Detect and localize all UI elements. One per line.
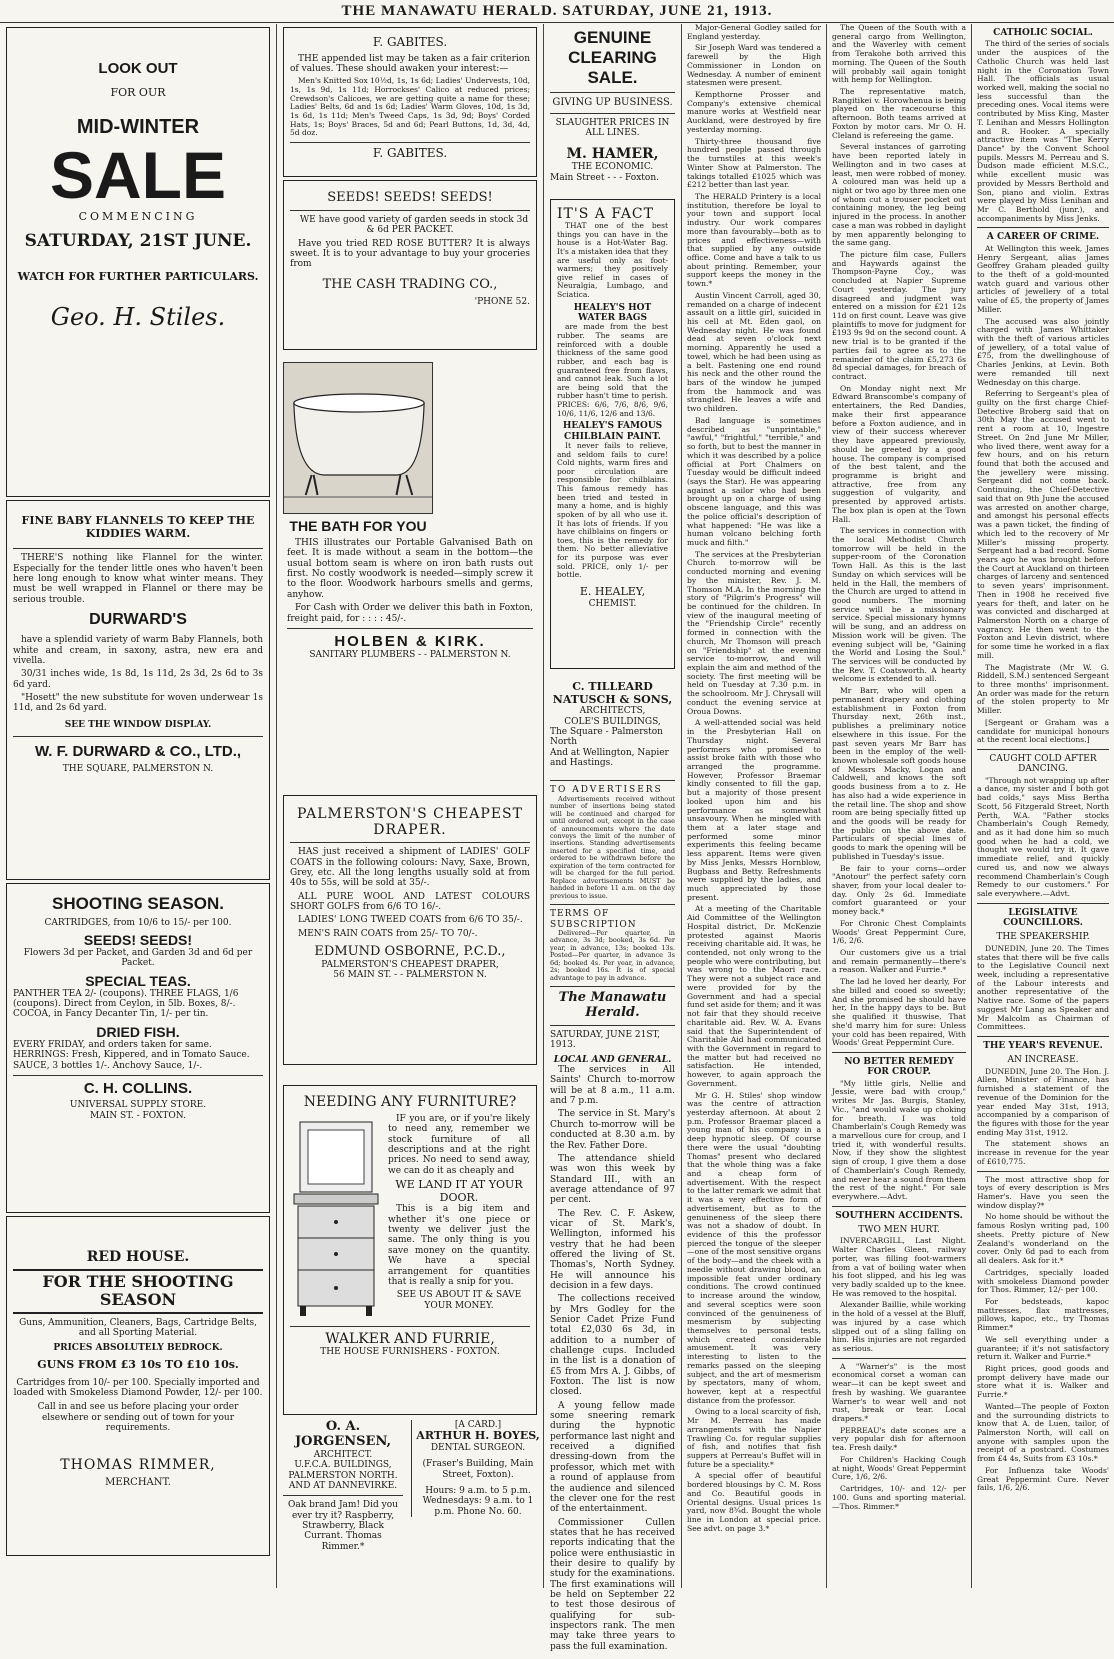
leg-sub: THE SPEAKERSHIP. bbox=[996, 932, 1090, 943]
editorial-date: SATURDAY, JUNE 21ST, 1913. bbox=[550, 1030, 661, 1051]
ad-para: Cartridges, specially loaded with smokeless Diamond powder for Thos. Rimmer, 12/- per 100. bbox=[977, 1267, 1109, 1295]
news-para: Major-General Godley sailed for England yesterday. bbox=[687, 23, 821, 41]
collins-address: MAIN ST. - FOXTON. bbox=[90, 1110, 186, 1121]
tilleard-also: And at Wellington, Napier and Hastings. bbox=[550, 747, 669, 768]
collins-teas-body: PANTHER TEA 2/- (coupons). THREE FLAGS, 1/6 (coupons). Direct from Ceylon, in 5lb. Boxes, 8/-. COCOA, in Fancy Decanter Tin, 1/- per tin. bbox=[13, 988, 239, 1020]
healey-name: E. HEALEY, bbox=[579, 584, 646, 598]
crime-head: A CAREER OF CRIME. bbox=[986, 232, 1100, 243]
ad-para: Right prices, good goods and prompt delivery have made our store what it is. Walker and Furrie.* bbox=[977, 1363, 1109, 1400]
editorial-para: A young fellow made some sneering remark during the hypnotic performance last night and received a dignified dressing-down from the professor, which met with a round of applause from the audience and silenced the clever one for the rest of the entertainment. bbox=[550, 1400, 675, 1515]
column-rule bbox=[826, 24, 827, 1588]
accidents-sub: TWO MEN HURT. bbox=[858, 1225, 940, 1236]
ad-para: For Children's Hacking Cough at night, Woods' Great Peppermint Cure, 1/6, 2/6. bbox=[832, 1454, 966, 1482]
sub-title: TERMS OF SUBSCRIPTION bbox=[550, 909, 637, 930]
healey-body2: are made from the best rubber. The seams are reinforced with a double thickness of the same good rubber, and each bag is guaranteed free from flaws, and cannot leak. Such a lot are being sold that the rubber hasn't time to perish. PRICES: 6/6, 7/6, 8/6, 9/6, 10/6, 11/6, 12/6 and 13/6. bbox=[557, 322, 668, 418]
masthead: THE MANAWATU HERALD. SATURDAY, JUNE 21, 1913. bbox=[0, 0, 1114, 23]
healey-ad bbox=[550, 199, 675, 669]
furniture-headline: NEEDING ANY FURNITURE? bbox=[303, 1094, 517, 1110]
editorial-para: The attendance shield was won this week by Standard III., with an average attendance of 97 per cent. bbox=[550, 1153, 675, 1206]
social-head: CATHOLIC SOCIAL. bbox=[993, 28, 1093, 38]
rev-head: THE YEAR'S REVENUE. bbox=[983, 1041, 1103, 1051]
durward-ad bbox=[6, 500, 270, 880]
bath-firm: HOLBEN & KIRK. bbox=[334, 632, 486, 650]
tilleard-address: The Square - Palmerston North bbox=[550, 726, 663, 748]
healey-h2: HEALEY'S HOT WATER BAGS bbox=[573, 302, 652, 324]
ad-para: A "Warner's" is the most economical corset a woman can wear—it can be kept sweet and fresh by washing. We guarantee Warner's to wear well and not rust, break or tear. Local drapers.* bbox=[832, 1361, 966, 1424]
cash-trading-butter: Have you tried RED ROSE BUTTER? It is always sweet. It is to your advantage to buy your groceries from bbox=[290, 238, 530, 270]
editorial-para: Commissioner Cullen states that he has received reports indicating that the police were enthusiastic in their desire to qualify by study for the examinations. The first examinations will be held on September 22 to test those desirous of qualifying for sub-inspectors rank. The men may take three years to pass the full examination. bbox=[550, 1517, 675, 1652]
furniture-see: SEE US ABOUT IT & SAVE YOUR MONEY. bbox=[396, 1290, 522, 1311]
bath-body: THIS illustrates our Portable Galvanised Bath on feet. It is made without a seam in the bottom—the usual bottom seam is where on iron bath rusts out first. No costly woodwork is needed—simply screw it to the floor. Woodwork harbours smells and germs, anyhow. bbox=[287, 538, 533, 600]
red-house-ad bbox=[6, 1216, 270, 1556]
healey-headline: IT'S A FACT bbox=[557, 205, 654, 222]
rev-sub: AN INCREASE. bbox=[1007, 1055, 1079, 1066]
durward-see: SEE THE WINDOW DISPLAY. bbox=[64, 719, 212, 730]
bath-section bbox=[279, 358, 541, 732]
bathtub-icon bbox=[284, 363, 432, 513]
gabites-ad bbox=[283, 27, 537, 177]
crime-para: At Wellington this week, James Henry Sergeant, alias James Geoffrey Graham pleaded guilty to the theft of a gold-mounted watch guard and various other articles of jewellery of a total value of £5, the property of James Miller. bbox=[977, 243, 1109, 314]
boyes-ad bbox=[411, 1420, 540, 1517]
healey-body1: THAT one of the best things you can have in the house is a Hot-Water Bag. It's a mistaken idea that they are useful only as foot-warmers; they positively give relief in cases of Neuralgia, Lumbago, and Sciatica. bbox=[557, 221, 668, 300]
news-para: Sir Joseph Ward was tendered a farewell by the High Commissioner in London on Wednesday. A number of eminent statesmen were present. bbox=[687, 43, 821, 88]
mid-winter-text: MID-WINTER bbox=[76, 115, 200, 138]
news-para: The services at the Presbyterian Church to-morrow will be conducted morning and evening by the minister, Rev. J. M. Thomson M.A. In the morning the story of "Pilgrim's Progress" will be continued for the children. In view of the inaugural meeting of the "Friendship Circle" recently formed in connection with the church, Mr Thomson will preach on "Friendship" at the evening service to-morrow, and will explain the aim and method of the society. The first meeting will be held on Tuesday at 7.30 p.m. in the schoolroom. Mr J. Chrysall will conduct the evening service at Oroua Downs. bbox=[687, 549, 821, 716]
collins-headline: SHOOTING SEASON. bbox=[52, 894, 224, 913]
news-para: The lad he loved her dearly, For she billed and cooed so sweetly; And she promised he should have her, In the happy days to be. But she qualified it thuswise, That she'd marry him for sure: Unless your cold has been repaired, With Woods' Great Peppermint Cure. bbox=[832, 977, 966, 1048]
rev-para: DUNEDIN, June 20. The Hon. J. Allen, Minister of Finance, has furnished a statement of the revenue of the Dominion for the year ended May 31st, 1913, accompanied by a comparison of the figures with those for the year ending May 31st, 1912. bbox=[977, 1066, 1109, 1137]
bath-price: For Cash with Order we deliver this bath in Foxton, freight paid, for : : : : 45/-. bbox=[287, 603, 533, 624]
boyes-hours: Hours: 9 a.m. to 5 p.m. Wednesdays: 9 a.m. to 1 p.m. Phone No. 60. bbox=[422, 1486, 534, 1517]
cash-trading-headline: SEEDS! SEEDS! SEEDS! bbox=[327, 190, 493, 205]
hamer-h2: GIVING UP BUSINESS. bbox=[552, 97, 673, 108]
collins-name: C. H. COLLINS. bbox=[83, 1079, 193, 1097]
durward-intro: THERE'S nothing like Flannel for the winter. Especially for the tender little ones who haven't been here long enough to know what winter means. They must be well wrapped in Flannel or there may be serious trouble. bbox=[13, 553, 263, 605]
column-1 bbox=[2, 24, 274, 1588]
jorgensen-role: ARCHITECT. bbox=[313, 1449, 373, 1460]
news-para: Owing to a local scarcity of fish, Mr M. Perreau has made arrangements with the Napier Trawling Co. for regular supplies of fish, and notifies that fish suppers at Perreau's Buffet will in future be a speciality.* bbox=[687, 1407, 821, 1469]
crime-para: [Sergeant or Graham was a candidate for municipal honours at the recent local elections.] bbox=[977, 717, 1109, 745]
column-5 bbox=[829, 24, 969, 1588]
leg-head: LEGISLATIVE COUNCILLORS. bbox=[1003, 907, 1083, 929]
ad-para: Cartridges, 10/- and 12/- per 100. Guns and sporting material.—Thos. Rimmer.* bbox=[832, 1484, 966, 1511]
news-para: On Monday night next Mr Edward Branscombe's company of entertainers, the Red Dandies, make their first appearance before a Foxton audience, and in view of their success wherever they have appeared previously, should be greeted by a good house. The company is comprised of the best talent, and the programme is bright and attractive, free from any suggestion of vulgarity, and presented by approved artists. The box plan is open at the Town Hall. bbox=[832, 383, 966, 524]
watch-text: WATCH FOR FURTHER PARTICULARS. bbox=[17, 270, 259, 284]
osborne-name: EDMUND OSBORNE, P.C.D., bbox=[314, 943, 506, 959]
furniture-illustration bbox=[290, 1118, 382, 1318]
news-para: At a meeting of the Charitable Aid Committee of the Wellington Hospital district, Dr. McKenzie protested against Maoris receiving charitable aid. It was, he contended, not only wrong to the people who were contributing, but was wrong to the Maori race. They were not a subject race and were provided for by the Government and had a special fund set aside for them; and it was not fair that they should receive charitable aid. Rev. W. A. Evans said that the Superintendent of Charitable Aid had communicated with the Government in regard to the matter but had received no satisfaction. He intended, however, to again approach the Government. bbox=[687, 904, 821, 1088]
red-house-guns: GUNS FROM £3 10s TO £10 10s. bbox=[37, 1357, 239, 1371]
collins-fish-head: DRIED FISH. bbox=[96, 1023, 180, 1040]
ad-para: The most attractive shop for toys of every description is Mrs Hamer's. Have you seen the window display?* bbox=[977, 1174, 1109, 1210]
column-rule bbox=[971, 24, 972, 1588]
commencing-text: COMMENCING bbox=[78, 209, 198, 223]
osborne-title: PALMERSTON'S CHEAPEST DRAPER, bbox=[321, 959, 499, 970]
healey-h3: HEALEY'S FAMOUS CHILBLAIN PAINT. bbox=[562, 421, 663, 442]
news-para: Mr G. H. Stiles' shop window was the centre of attraction yesterday afternoon. At about 2 p.m. Professor Braemar placed a young man of his company in a deep hypnotic sleep. Of course there were the usual "doubting Thomas" present who declared that the whole thing was a fake and a cheap form of advertisement. With the respect to the latter remark we admit that it was a very effective form of advertisement, but as to the genuineness of the sleep there was not a shadow of doubt. In evidence of this the professor pierced the tongue of the sleeper—one of the most sensitive organs of the body—and the cheek with a needle without drawing blood, an impossible feat under ordinary conditions. The crowd continued to increase around the window, and several sceptics were soon convinced of the genuineness of mesmerism by subjecting themselves to personal tests, which created considerable amusement. It was very interesting to listen to the remarks passed on the sleeping subject, and the art of mesmerism by spectators, many of whom, however, kept at a respectful distance from the professor. bbox=[687, 1090, 821, 1405]
boyes-card: [A CARD.] bbox=[454, 1420, 502, 1430]
dresser-icon bbox=[290, 1118, 382, 1318]
cold-head: CAUGHT COLD AFTER DANCING. bbox=[989, 754, 1097, 775]
cash-trading-ad bbox=[283, 180, 537, 350]
bath-ad bbox=[283, 362, 433, 534]
leg-body: DUNEDIN, June 20. The Times states that there will be five calls to the Legislative Council next week, including a representative of the Labour interests and another representative of the Native race. Some of the papers suggest Mr Lang as Speaker and Mr Malcolm as Chairman of Committees. bbox=[977, 943, 1109, 1032]
adv-title: TO ADVERTISERS bbox=[550, 785, 663, 796]
editorial-para: The Rev. C. F. Askew, vicar of St. Mark's, Wellington, informed his vestry that he had been offered the living of St. Thomas's, North Sydney. He will announce his decision in a few days. bbox=[550, 1208, 675, 1291]
news-para: Thirty-three thousand five hundred people passed through the turnstiles at this week's Winter Show at Palmerston. The takings totalled £1025 which was £212 better than last year. bbox=[687, 136, 821, 190]
ad-para: PERREAU's date scones are a very popular dish for afternoon tea. Fresh daily.* bbox=[832, 1425, 966, 1453]
column-6 bbox=[974, 24, 1112, 1588]
jorgensen-footer: Oak brand Jam! Did you ever try it? Raspberry, Strawberry, Black Currant. Thomas Rimmer.* bbox=[288, 1500, 398, 1552]
red-house-banner: FOR THE SHOOTING SEASON bbox=[13, 1269, 263, 1314]
accidents-head: SOUTHERN ACCIDENTS. bbox=[835, 1210, 963, 1221]
croup-head: NO BETTER REMEDY FOR CROUP. bbox=[844, 1056, 954, 1078]
collins-store: UNIVERSAL SUPPLY STORE. bbox=[69, 1100, 207, 1111]
jorgensen-ad bbox=[283, 1420, 403, 1552]
news-para: The services in connection with the local Methodist Church tomorrow will be held in the supper-room of the Coronation Town Hall. As this is the last Sunday on which services will be held in the Hall, the members of the Church are urged to attend in good numbers. The morning service will be a missionary service. Special missionary hymns will be sung, and an address on Mission work will be given. The evening subject will be, "Gaining the World and Losing the Soul." The services will be conducted by the Rev. T. Coatsworth. A hearty welcome is extended to all. bbox=[832, 526, 966, 684]
column-3 bbox=[546, 24, 679, 1652]
column-rule bbox=[276, 24, 277, 1588]
jorgensen-also: AND AT DANNEVIRKE. bbox=[288, 1480, 398, 1491]
editorial-para: The services in All Saints' Church to-morrow will be at 8 a.m., 11 a.m. and 7 p.m. bbox=[550, 1065, 675, 1107]
red-house-title: RED HOUSE. bbox=[86, 1249, 190, 1265]
furniture-ad bbox=[283, 1085, 537, 1415]
notices bbox=[546, 772, 679, 1659]
news-para: Kempthorne Prosser and Company's extensive chemical manure works at Westfield near Auckland, were destroyed by fire yesterday morning. bbox=[687, 90, 821, 134]
durward-body: have a splendid variety of warm Baby Flannels, both white and cream, in saxony, astra, new era and vivella. bbox=[13, 635, 263, 667]
sub-body: Delivered—Per quarter, in advance, 3s 3d; booked, 3s 6d. Per year, in advance, 13s; booked 13s. Posted—Per quarter, in advance 3s 6d; booked 4s. Per year, in advance, 2s; booked 16s. It is of special advantage to pay in advance. bbox=[550, 928, 675, 982]
news-para: A well-attended social was held in the Presbyterian Hall on Thursday night. Several performers who promised to assist broke faith with those who arranged the programme. However, Professor Braemar kindly consented to fill the gap, but a majority of those present looked upon him and his performance as somewhat unsavoury. When he mingled with them at a later stage and performed some minor experiments this feeling became less apparent. Items were given by Miss Jenks, Messrs Hornblow, Bugbass and Betty. Refreshments were supplied by the ladies, and much appreciated by those present. bbox=[687, 718, 821, 902]
bath-sub: SANITARY PLUMBERS - - PALMERSTON N. bbox=[309, 650, 511, 661]
social-body: The third of the series of socials under the auspices of the Catholic Church was held last night in the Coronation Town Hall. The officials as usual worked well, making the social no less successful than the preceding ones. Vocal items were contributed by Miss King, Master T. Lenihan and Messrs Hollington and R. Hooker. A specially attractive item was "The Kerry Dance" by the Convent School pupils. Messrs M. Perreau and S. Dudson made efficient M.S.C., while excellent music was provided by Messrs Berthold and Son, piano and violin. Extras were played by Miss Lenihan and Mr C. Berthold (junr.), and accompaniments by Miss Jenks. bbox=[977, 39, 1109, 223]
furniture-firm: WALKER AND FURRIE, bbox=[325, 1331, 495, 1348]
column-4 bbox=[684, 24, 824, 1588]
cash-trading-name: THE CASH TRADING CO., bbox=[322, 276, 498, 292]
column-rule bbox=[543, 24, 544, 1588]
gabites-footer: F. GABITES. bbox=[372, 145, 448, 160]
look-out-text: LOOK OUT bbox=[98, 60, 178, 77]
news-para: Bad language is sometimes described as "unprintable," "awful," "frightful," "terrible," and so forth, but to best the manner in which it was described by a police official at Port Chalmers on Tuesday would be difficult indeed (says the Star). He was appearing against a sailor who had been brought up on a charge of using obscene language, and this was the police official's description of what happened: "He was like a human volcano belching forth muck and filth." bbox=[687, 415, 821, 547]
cash-trading-body: WE have good variety of garden seeds in stock 3d & 6d PER PACKET. bbox=[299, 214, 529, 236]
editorial-para: The service in St. Mary's Church to-morrow will be conducted at 8.30 a.m. by the Rev. Father Dore. bbox=[550, 1109, 675, 1151]
bath-headline: THE BATH FOR YOU bbox=[289, 518, 427, 534]
column-rule bbox=[681, 24, 682, 1588]
cold-body: "Through not wrapping up after a dance, my sister and I both got bad colds," says Miss Bertha Scott, 56 Fitzgerald Street, North Perth, W.A. "Father stocks Chamberlain's Cough Remedy, and as it had done him so much good when he had a cold, we thought we would try it. It gave immediate relief, and quickly cured us, and now we always recommend Chamberlain's Cough Remedy to our customers." For sale everywhere.—Advt. bbox=[977, 775, 1109, 899]
ad-para: No home should be without the famous Roslyn writing pad, 100 sheets. Pretty picture of New Zealand's wonderland on the cover. Only 6d pad to each from all dealers. Ask for it.* bbox=[977, 1212, 1109, 1266]
collins-cartridges: CARTRIDGES, from 10/6 to 15/- per 100. bbox=[44, 917, 232, 928]
sale-text: SALE bbox=[49, 137, 227, 212]
croup-body: "My little girls, Nellie and Jessie, were bad with croup," writes Mr Jas. Burgis, Stanley, Vic., "and would wake up choking for breath. I was told Chamberlain's Cough Remedy was a marvellous cure for croup, and I tried it, with wonderful results. Now, if they show the slightest sign of croup, I give them a dose of Chamberlain's Cough Remedy, and never hear a sound from them the rest of the night." For sale everywhere.—Advt. bbox=[832, 1078, 966, 1201]
ad-para: For Influenza take Woods' Great Peppermint Cure. Never fails, 1/6, 2/6. bbox=[977, 1465, 1109, 1493]
gabites-title: F. GABITES. bbox=[372, 35, 448, 49]
accidents-para: INVERCARGILL, Last Night. Walter Charles Gleen, railway porter, was filling foot-warmers from a vat of boiling water when his foot slipped, and his leg was very badly scalded up to the knee. He was removed to the hospital. bbox=[832, 1236, 966, 1298]
news-para: Several instances of garroting have been reported lately in Wellington and in two cases at least, men were robbed of money. A coloured man was held up a night or two ago by three men one of whom cut a trouser pocket out containing money, the leg being injured in the process. In another case a man was robbed in daylight by men apparently belonging to the same gang. bbox=[832, 142, 966, 248]
bathtub-illustration bbox=[283, 362, 433, 514]
adv-body: Advertisements received without number of insertions being stated will be continued and charged for until ordered out, except in the case of announcements where the date conveys the limit of the number of insertions. Standing advertisements inserted for a specified time, and ordered to be withdrawn before the expiration of the term contracted for will be charged for the full period. Replace advertisements MUST be handed in before 11 a.m. on the day previous to issue. bbox=[550, 794, 675, 900]
news-para: Mr Barr, who will open a permanent drapery and clothing establishment in Foxton from Thursday next, 26th inst., publishes a preliminary notice elsewhere in this issue. For the past seven years Mr Barr has been in the employ of the well-known wholesale soft goods house of Messrs Macky, Logan and Caldwell, and knows the soft goods business from a to z. He has also had a wide experience in the retail line. The shop and show room are being specially fitted up and the goods will be ready for the public on the above date. Particulars of special lines of goods to mark the opening will be published in Tuesday's issue. bbox=[832, 686, 966, 861]
hamer-sub: THE ECONOMIC. bbox=[571, 162, 654, 173]
red-house-name: THOMAS RIMMER, bbox=[60, 1457, 216, 1474]
red-house-prices: PRICES ABSOLUTELY BEDROCK. bbox=[53, 1342, 223, 1353]
durward-name: DURWARD'S bbox=[89, 611, 187, 628]
furniture-body1: IF you are, or if you're likely to need any, remember we stock furniture of all descriptions and at the right prices. No need to send away, we can do it as cheaply and bbox=[388, 1114, 530, 1176]
boyes-name: ARTHUR H. BOYES, bbox=[416, 1429, 540, 1443]
osborne-line2: LADIES' LONG TWEED COATS from 6/6 TO 35/-. bbox=[298, 915, 523, 926]
hamer-address: Main Street - - - Foxton. bbox=[550, 172, 659, 183]
ad-para: For bedsteads, kapoc mattresses, flax mattresses, pillows, kapoc, etc., try Thomas Rimmer.* bbox=[977, 1296, 1109, 1333]
osborne-intro: HAS just received a shipment of LADIES' GOLF COATS in the following colours: Navy, Saxe, Brown, Grey, etc. All the long lengths usually sold at from 40s to 55s, will be sold at 35/-. bbox=[290, 847, 530, 889]
cash-trading-phone: 'PHONE 52. bbox=[474, 296, 530, 307]
editorial-para: The collections received by Mrs Godley for the Senior Cadet Prize Fund total £2,030 6s 3d, in addition to a number of challenge cups. Included in the list is a donation of £5 from Mrs A. J. Gibbs, of Foxton. The list is now closed. bbox=[550, 1294, 675, 1398]
news-para: The picture film case, Fullers and Haywards against the Thompson-Payne Coy., was concluded at Napier Supreme Court yesterday. The jury disagreed and judgment was entered on a mission for £21 12s 11d on first count. Leave was give plaintiffs to move for judgment for £193 9s 9d on the second count. A new trial is to be granted if the parties fail to agree as to the remainder of the claim £5,273 6s 8d special damages, for breach of contract. bbox=[832, 249, 966, 382]
healey-body3: It never fails to relieve, and seldom fails to cure! Cold nights, warm fires and poor circulation are responsible for chilblains. This famous remedy has been tried and tested in many a home, and is highly spoken of by all who use it. It has lots of friends. If you have chilblains on fingers or toes, this is the remedy for them. No better alleviative for its purpose was ever sold. PRICE, only 1/- per bottle. bbox=[557, 440, 668, 580]
news-para: For Chronic Chest Complaints Woods' Great Peppermint Cure, 1/6, 2/6. bbox=[832, 918, 966, 946]
red-house-cartridges: Cartridges from 10/- per 100. Specially imported and loaded with Smokeless Diamond Powder, 12/- per 100. bbox=[13, 1377, 263, 1398]
collins-teas-head: SPECIAL TEAS. bbox=[85, 972, 191, 989]
durward-hosett: "Hosett" the new substitute for woven underwear 1s 11d, and 2s 6d yard. bbox=[13, 693, 263, 714]
stiles-sale-ad bbox=[6, 27, 270, 497]
osborne-headline: PALMERSTON'S CHEAPEST DRAPER. bbox=[296, 806, 523, 839]
jorgensen-name: O. A. JORGENSEN, bbox=[294, 1419, 392, 1449]
durward-firm: W. F. DURWARD & CO., LTD., bbox=[34, 743, 242, 761]
furniture-sub: THE HOUSE FURNISHERS - FOXTON. bbox=[320, 1347, 500, 1358]
crime-para: The accused was also jointly charged with James Whittaker with the theft of various articles of jewellery, of a total value of £75, from the dwellinghouse of Charles Jenkins, at Levin. Both were remanded till next Wednesday on this charge. bbox=[977, 316, 1109, 387]
collins-ad bbox=[6, 883, 270, 1213]
ad-para: We sell everything under a guarantee; if it's not satisfactory return it. Walker and Furrie.* bbox=[977, 1334, 1109, 1362]
ad-para: Wanted—The people of Foxton and the surrounding districts to know that A. de Luen, tailor, of Palmerston North, will call on anyone with samples upon the receipt of a postcard. Costumes from £4 4s, Suits from £3 10s.* bbox=[977, 1401, 1109, 1464]
osborne-line3: MEN'S RAIN COATS from 25/- TO 70/-. bbox=[298, 928, 478, 939]
hamer-name: M. HAMER, bbox=[566, 146, 659, 163]
signature: Geo. H. Stiles. bbox=[50, 302, 226, 331]
tilleard-name: C. TILLEARD NATUSCH & SONS, bbox=[552, 679, 673, 706]
for-our-text: FOR OUR bbox=[110, 86, 166, 100]
sale-date: SATURDAY, 21ST JUNE. bbox=[24, 230, 252, 251]
collins-fish-body: EVERY FRIDAY, and orders taken for same. HERRINGS: Fresh, Kippered, and in Tomato Sauce. SAUCE, 3 bottles 1/-. Anchovy Sauce, 1/-. bbox=[13, 1039, 250, 1071]
rev-para: The statement shows an increase in revenue for the year of £610,775. bbox=[977, 1139, 1109, 1166]
hamer-ad bbox=[546, 24, 679, 187]
news-para: Be fair to your corns—order "Anotour" the perfect safety corn shaver, from your local dealer to-day. Only 2s 6d. Immediate comfort guaranteed or your money back.* bbox=[832, 863, 966, 917]
red-house-items: Guns, Ammunition, Cleaners, Bags, Cartridge Belts, and all Sporting Material. bbox=[19, 1317, 257, 1339]
durward-prices: 30/31 inches wide, 1s 8d, 1s 11d, 2s 3d, 2s 6d to 3s 6d yard. bbox=[13, 669, 263, 690]
gabites-intro: THE appended list may be taken as a fair criterion of values. These should awaken your interest:— bbox=[290, 53, 530, 75]
paper-name: The Manawatu Herald. bbox=[558, 990, 667, 1021]
news-para: The HERALD Printery is a local institution, therefore be loyal to your town and support local industry. Our work compares more than favourably—both as to prices and effectiveness—with that supplied by any outside office. Come and have a talk to us about printing. Remember, your support keeps the money in the town.* bbox=[687, 191, 821, 289]
collins-seeds-body: Flowers 3d per Packet, and Garden 3d and 6d per Packet. bbox=[23, 947, 253, 969]
tilleard-role: ARCHITECTS, bbox=[579, 706, 646, 717]
osborne-ad bbox=[283, 795, 537, 1065]
osborne-address: 56 MAIN ST. - - PALMERSTON N. bbox=[333, 970, 487, 981]
furniture-body2: This is a big item and whether it's one piece or twenty we deliver just the same. The only thing is you save money on the quantity. We have a special arrangement for quantities that is really a snip for you. bbox=[388, 1204, 530, 1287]
news-para: Austin Vincent Carroll, aged 30, remanded on a charge of indecent assault on a little girl, suicided in his cell at Mt. Eden gaol, on Wednesday night. He was found dead at seven o'clock next morning. Apparently he used a towel, which he had been using as a belt. Fastening one end round his neck and the other round the bars of the window he jumped from the hammock and was strangled. He leaves a wife and two children. bbox=[687, 290, 821, 414]
boyes-role: DENTAL SURGEON. bbox=[430, 1442, 526, 1453]
gabites-body: Men's Knitted Sox 10½d, 1s, 1s 6d; Ladies' Undervests, 10d, 1s, 1s 9d, 1s 11d; Horrockses' Calico at reduced prices; Crewdson's Calicoes, we are getting quite a name for these; Ladies' Belts, 6d and 1s 6d; Ladies' Warm Gloves, 10d, 1s 3d, 1s 6d, 1s 11d; Men's Tweed Caps, 1s 3d, 9d; Boys' Corded Hats, 1s; Boys' Braces, 5d and 6d; Pearl Buttons, 1d, 3d, 4d, 5d doz. bbox=[290, 76, 530, 138]
healey-role: CHEMIST. bbox=[588, 598, 637, 609]
durward-address: THE SQUARE, PALMERSTON N. bbox=[62, 764, 214, 775]
news-para: The Queen of the South with a general cargo from Wellington, and the Waverley with cement from Terakohe both arrived this morning. The Queen of the South will probably sail again tonight with hemp for Wellington. bbox=[832, 23, 966, 85]
tilleard-building: COLE'S BUILDINGS, bbox=[564, 716, 661, 727]
jorgensen-address: U.F.C.A. BUILDINGS, PALMERSTON NORTH. bbox=[288, 1460, 398, 1481]
hamer-body: SLAUGHTER PRICES IN ALL LINES. bbox=[555, 117, 670, 138]
news-para: A special offer of beautiful bordered blousings by C. M. Ross and Co. Beautiful goods in Oriental designs. Usual prices 1s yard, now 8¾d. Bought the whole line in London at special price. See advt. on page 3.* bbox=[687, 1471, 821, 1533]
furniture-land: WE LAND IT AT YOUR DOOR. bbox=[395, 1178, 523, 1204]
hamer-h1: GENUINE CLEARING SALE. bbox=[568, 28, 657, 87]
red-house-call: Call in and see us before placing your order elsewhere or sending out of town for your requirements. bbox=[37, 1402, 239, 1433]
editorial-heading: LOCAL AND GENERAL. bbox=[553, 1054, 672, 1065]
collins-seeds-head: SEEDS! SEEDS! bbox=[83, 931, 193, 948]
accidents-para: Alexander Baillie, while working in the hold of a vessel at the Bluff, was injured by a case which slipped out of a sling falling on him. His injuries are not regarded as serious. bbox=[832, 1300, 966, 1353]
boyes-address: (Fraser's Building, Main Street, Foxton). bbox=[422, 1459, 534, 1480]
tilleard-ad bbox=[546, 677, 679, 772]
crime-para: Referring to Sergeant's plea of guilty on the first charge Chief-Detective Broberg said that on 30th May the accused went to rent a room at 10, Ingestre Street. On 2nd June Mr Miller, who lived there, went away for a few hours, and on his return found that both the accused and the jewellery were missing. Sergeant did not come back. Continuing, the Chief-Detective said that on 9th June the accused was arrested on another charge, and amongst his personal effects was a pawn ticket, the finding of which led to the recovery of Mr Miller's missing property. Sergeant had a bad record. Some years ago he was brought before the Court at Auckland on thirteen charges of larceny and sentenced to seven years' imprisonment. Then in 1908 he received five years for theft, and later on he was convicted and discharged at Palmerston North on a charge of vagrancy. He then went to the Foxton and Levin district, where for some time he worked in a flax mill. bbox=[977, 389, 1109, 660]
news-para: The representative match, Rangitikei v. Horowhenua is being played on the racecourse this afternoon. Both teams arrived at Foxton by motor cars. Mr O. H. Cleland is refereeing the game. bbox=[832, 87, 966, 140]
column-2 bbox=[279, 24, 541, 1588]
news-para: Our customers give us a trial and remain permanently—there's a reason. Walker and Furrie.* bbox=[832, 948, 966, 975]
red-house-role: MERCHANT. bbox=[105, 1477, 171, 1489]
durward-headline: FINE BABY FLANNELS TO KEEP THE KIDDIES WARM. bbox=[21, 514, 255, 540]
osborne-line1: ALL PURE WOOL AND LATEST COLOURS SHORT GOLFS from 6/6 TO 16/-. bbox=[290, 891, 530, 912]
crime-para: The Magistrate (Mr W. G. Riddell, S.M.) sentenced Sergeant to three months' imprisonment. An order was made for the return of the stolen property to Mr Miller. bbox=[977, 662, 1109, 716]
